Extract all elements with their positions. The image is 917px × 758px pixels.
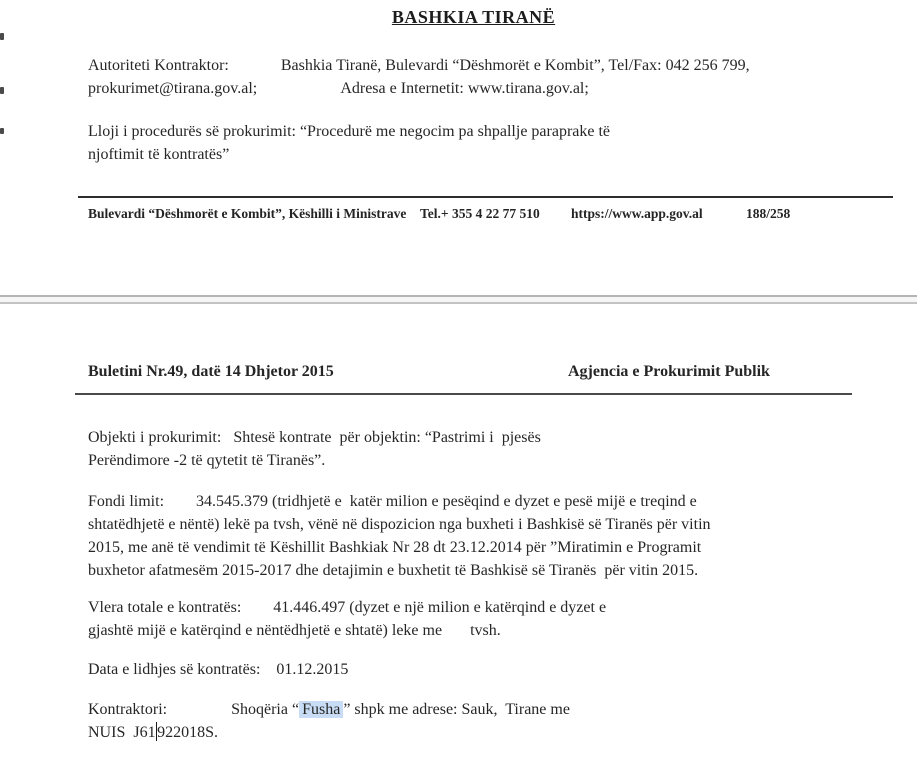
contractor-text-pre: Kontraktori: Shoqëria “ <box>88 701 300 718</box>
contract-value-line-1: Vlera totale e kontratës: 41.446.497 (dyzet e një milion e katërqind e dyzet e <box>88 599 607 616</box>
contracting-authority-line-2: prokurimet@tirana.gov.al; Adresa e Internetit: www.tirana.gov.al; <box>88 80 589 97</box>
page1-footer-rule <box>78 196 893 198</box>
bulletin-header-left: Buletini Nr.49, datë 14 Dhjetor 2015 <box>88 363 334 380</box>
contracting-authority-line-1: Autoriteti Kontraktor: Bashkia Tiranë, Bulevardi “Dëshmorët e Kombit”, Tel/Fax: 042 256 799, <box>88 57 750 74</box>
page-break-separator <box>0 295 917 304</box>
scan-artifact <box>0 33 4 40</box>
footer-url: https://www.app.gov.al <box>571 206 703 221</box>
procurement-object-line-1: Objekti i prokurimit: Shtesë kontrate për objektin: “Pastrimi i pjesës <box>88 429 541 446</box>
procedure-type-line-1: Lloji i procedurës së prokurimit: “Procedurë me negocim pa shpallje paraprake të <box>88 123 611 140</box>
fund-limit-line-3: 2015, me anë të vendimit të Këshillit Bashkiak Nr 28 dt 23.12.2014 për ”Miratimin e Programit <box>88 539 702 556</box>
contractor-line <box>88 699 570 721</box>
procedure-type-line-2: njoftimit të kontratës” <box>88 146 230 163</box>
scan-artifact <box>0 128 4 134</box>
footer-page-number: 188/258 <box>746 206 791 221</box>
contract-date-line: Data e lidhjes së kontratës: 01.12.2015 <box>88 661 349 678</box>
contractor-text-post: ” shpk me adrese: Sauk, Tirane me <box>343 701 570 718</box>
nuis-text-pre: NUIS J61 <box>88 724 156 741</box>
footer-address: Bulevardi “Dëshmorët e Kombit”, Këshilli i Ministrave <box>88 206 407 221</box>
selected-text-highlight[interactable]: Fusha <box>299 701 343 718</box>
scan-artifact <box>0 87 4 94</box>
document-title: BASHKIA TIRANË <box>391 7 556 27</box>
page2-header-rule <box>75 393 852 395</box>
footer-telephone: Tel.+ 355 4 22 77 510 <box>420 206 540 221</box>
fund-limit-line-4: buxhetor afatmesëm 2015-2017 dhe detajimin e buxhetit të Bashkisë së Tiranës për vitin 2015. <box>88 562 699 579</box>
nuis-line <box>88 722 218 744</box>
procurement-object-line-2: Perëndimore -2 të qytetit të Tiranës”. <box>88 452 326 469</box>
fund-limit-line-1: Fondi limit: 34.545.379 (tridhjetë e katër milion e pesëqind e dyzet e pesë mijë e treqind e <box>88 493 697 510</box>
nuis-text-post: 922018S. <box>157 724 218 741</box>
fund-limit-line-2: shtatëdhjetë e nëntë) lekë pa tvsh, vënë në dispozicion nga buxheti i Bashkisë së Tiranës për vitin <box>88 516 711 533</box>
contract-value-line-2: gjashtë mijë e katërqind e nëntëdhjetë e shtatë) leke me tvsh. <box>88 622 501 639</box>
bulletin-header-right: Agjencia e Prokurimit Publik <box>568 363 770 380</box>
